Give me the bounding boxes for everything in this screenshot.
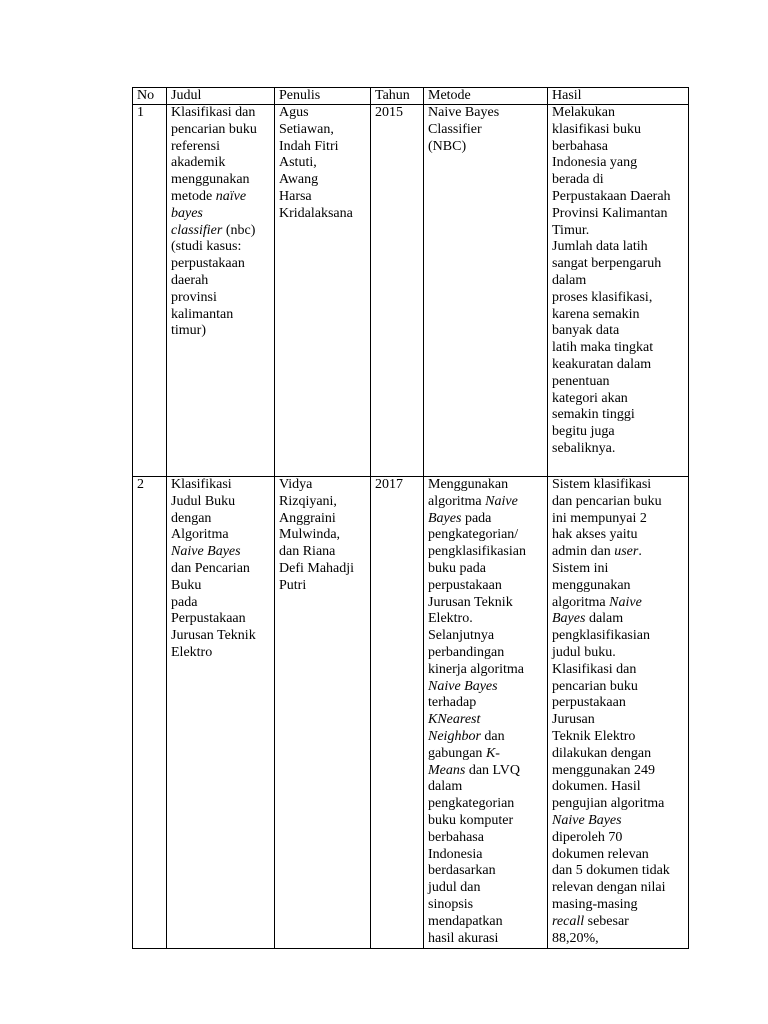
text: Indonesia yang (552, 155, 638, 171)
cell-penulis (275, 477, 371, 949)
text: timur) (171, 323, 206, 339)
text: buku komputer (428, 812, 514, 828)
cell-text-line (279, 511, 367, 528)
text: Elektro. (428, 611, 473, 627)
text: dan Pencarian (171, 560, 250, 576)
table-row (133, 477, 689, 949)
text: daerah (171, 272, 209, 288)
text: Klasifikasi (171, 477, 232, 492)
text: proses klasifikasi, (552, 289, 653, 305)
cell-text-line (552, 340, 685, 357)
text: kategori akan (552, 390, 628, 406)
cell-text-line (428, 763, 544, 780)
text: judul buku. (552, 644, 616, 660)
cell-text-line (428, 494, 544, 511)
cell-text-line (428, 511, 544, 528)
cell-text-line (428, 122, 544, 139)
text: Astuti, (279, 155, 317, 171)
cell-text-line (428, 830, 544, 847)
text: Awang (279, 172, 319, 188)
cell-text-line (552, 273, 685, 290)
cell-text-line (552, 441, 685, 458)
text: dalam (585, 611, 624, 627)
text: karena semakin (552, 306, 640, 322)
cell-text-line (552, 763, 685, 780)
cell-text-line (428, 712, 544, 729)
cell-text-line (171, 477, 271, 494)
text: menggunakan (171, 172, 250, 188)
cell-text-line (428, 679, 544, 696)
text: dan LVQ (465, 762, 521, 778)
cell-no: 1 (133, 105, 167, 477)
cell-text-line (552, 206, 685, 223)
text: Sistem ini (552, 560, 609, 576)
text: perpustakaan (552, 695, 626, 711)
cell-text-line (428, 897, 544, 914)
text: Perpustakaan (171, 611, 246, 627)
text: perpustakaan (171, 256, 245, 272)
cell-text-line (428, 863, 544, 880)
header-no: No (133, 88, 167, 105)
table-header-row (133, 88, 689, 105)
cell-text-line (552, 307, 685, 324)
text: judul dan (428, 880, 481, 896)
cell-text-line (428, 645, 544, 662)
cell-text-line (428, 611, 544, 628)
text: Putri (279, 577, 307, 593)
text: pengujian algoritma (552, 796, 665, 812)
text: Vidya (279, 477, 313, 492)
text: pada (461, 510, 492, 526)
text: Classifier (428, 121, 482, 137)
cell-text-line (552, 729, 685, 746)
header-judul: Judul (167, 88, 275, 105)
text: hasil akurasi (428, 930, 499, 946)
cell-text-line (279, 155, 367, 172)
literature-table (132, 87, 689, 949)
text: admin dan (552, 544, 615, 560)
cell-text-line (428, 595, 544, 612)
cell-text-line (279, 561, 367, 578)
text: dan 5 dokumen tidak (552, 863, 670, 879)
cell-text-line (552, 830, 685, 847)
cell-text-line (279, 544, 367, 561)
cell-text-line (552, 122, 685, 139)
cell-text-line (552, 357, 685, 374)
cell-no: 2 (133, 477, 167, 949)
text: Rizqiyani, (279, 493, 337, 509)
cell-text-line (171, 544, 271, 561)
cell-text-line (552, 155, 685, 172)
cell-text-line (552, 391, 685, 408)
cell-text-line (171, 595, 271, 612)
text: algoritma (428, 493, 486, 509)
text: Timur. (552, 222, 590, 238)
cell-text-line (552, 595, 685, 612)
text: ini mempunyai 2 (552, 510, 647, 526)
table-row (133, 105, 689, 477)
header-metode: Metode (424, 88, 548, 105)
text: dokumen relevan (552, 846, 649, 862)
text: dan pencarian buku (552, 493, 662, 509)
italic-text: naïve (215, 188, 247, 204)
cell-text-line (171, 494, 271, 511)
cell-text-line (428, 527, 544, 544)
text: perpustakaan (428, 577, 502, 593)
cell-text-line (279, 477, 367, 494)
cell-text-line (552, 256, 685, 273)
cell-text-line (171, 256, 271, 273)
text: gabungan (428, 745, 486, 761)
text: Menggunakan (428, 477, 509, 492)
cell-text-line (552, 863, 685, 880)
text: Provinsi Kalimantan (552, 205, 668, 221)
cell-text-line (552, 494, 685, 511)
cell-tahun: 2017 (371, 477, 424, 949)
text: semakin tinggi (552, 407, 635, 423)
text: relevan dengan nilai (552, 880, 666, 896)
cell-text-line (171, 122, 271, 139)
cell-text-line (552, 679, 685, 696)
cell-text-line (428, 880, 544, 897)
cell-text-line (552, 712, 685, 729)
italic-text: Bayes (552, 611, 586, 627)
text: Buku (171, 577, 202, 593)
italic-text: Naive Bayes (171, 544, 241, 560)
cell-text-line (171, 511, 271, 528)
cell-hasil (548, 105, 689, 477)
text: begitu juga (552, 424, 615, 440)
text: keakuratan dalam (552, 356, 652, 372)
text: pengklasifikasian (428, 544, 526, 560)
text: masing-masing (552, 896, 638, 912)
cell-text-line (552, 374, 685, 391)
text: Teknik Elektro (552, 728, 636, 744)
text: mendapatkan (428, 913, 503, 929)
cell-text-line (428, 746, 544, 763)
cell-text-line (552, 779, 685, 796)
text: penentuan (552, 373, 610, 389)
text: (NBC) (428, 138, 467, 154)
cell-text-line (279, 578, 367, 595)
cell-text-line (552, 561, 685, 578)
cell-text-line (171, 239, 271, 256)
cell-text-line (171, 273, 271, 290)
cell-text-line (552, 611, 685, 628)
italic-text: Naive (609, 594, 642, 610)
cell-text-line (279, 527, 367, 544)
cell-text-line (552, 695, 685, 712)
cell-tahun: 2015 (371, 105, 424, 477)
text: Jurusan (552, 712, 595, 728)
text: dokumen. Hasil (552, 779, 641, 795)
italic-text: classifier (171, 222, 223, 238)
text: Elektro (171, 644, 213, 660)
text: sangat berpengaruh (552, 256, 662, 272)
cell-text-line (552, 931, 685, 948)
cell-text-line (552, 897, 685, 914)
text: Setiawan, (279, 121, 334, 137)
text: sebaliknya. (552, 440, 616, 456)
text: banyak data (552, 323, 620, 339)
text: 88,20%, (552, 930, 599, 946)
header-penulis: Penulis (275, 88, 371, 105)
cell-text-line (171, 189, 271, 206)
text: pengkategorian/ (428, 527, 519, 543)
text: dengan (171, 510, 212, 526)
text: menggunakan (552, 577, 631, 593)
cell-text-line (552, 880, 685, 897)
cell-text-line (552, 527, 685, 544)
text: algoritma (552, 594, 610, 610)
text: Kridalaksana (279, 205, 353, 221)
cell-text-line (171, 223, 271, 240)
cell-text-line (171, 172, 271, 189)
cell-text-line (552, 628, 685, 645)
text: sinopsis (428, 896, 474, 912)
text: dalam (428, 779, 463, 795)
cell-text-line (552, 662, 685, 679)
text: berada di (552, 172, 604, 188)
cell-metode (424, 105, 548, 477)
cell-text-line (279, 105, 367, 122)
italic-text: recall (552, 913, 585, 929)
text: referensi (171, 138, 220, 154)
text: Sistem klasifikasi (552, 477, 652, 492)
italic-text: KNearest (428, 712, 481, 728)
cell-text-line (428, 544, 544, 561)
header-hasil: Hasil (548, 88, 689, 105)
cell-text-line (171, 290, 271, 307)
cell-text-line (171, 611, 271, 628)
cell-text-line (428, 914, 544, 931)
cell-text-line (279, 139, 367, 156)
cell-text-line (552, 645, 685, 662)
text: menggunakan 249 (552, 762, 656, 778)
text: Naive Bayes (428, 105, 500, 120)
italic-text: bayes (171, 205, 203, 221)
text: Melakukan (552, 105, 615, 120)
text: Jumlah data latih (552, 239, 648, 255)
cell-text-line (552, 290, 685, 307)
text: pengkategorian (428, 796, 515, 812)
cell-text-line (279, 172, 367, 189)
cell-text-line (428, 662, 544, 679)
cell-text-line (428, 847, 544, 864)
cell-text-line (428, 105, 544, 122)
italic-text: Means (428, 762, 466, 778)
cell-text-line (552, 847, 685, 864)
cell-text-line (552, 477, 685, 494)
cell-text-line (552, 511, 685, 528)
cell-text-line (171, 307, 271, 324)
text: Anggraini (279, 510, 336, 526)
text: berbahasa (552, 138, 608, 154)
cell-text-line (171, 561, 271, 578)
text: berdasarkan (428, 863, 496, 879)
italic-text: Naive Bayes (552, 812, 622, 828)
text: latih maka tingkat (552, 340, 654, 356)
italic-text: Naive Bayes (428, 678, 498, 694)
italic-text: Neighbor (428, 728, 481, 744)
cell-judul (167, 105, 275, 477)
cell-text-line (428, 561, 544, 578)
cell-text-line (552, 172, 685, 189)
cell-text-line (552, 796, 685, 813)
cell-text-line (552, 189, 685, 206)
text: pencarian buku (171, 121, 257, 137)
text: dalam (552, 272, 587, 288)
text: (nbc) (222, 222, 256, 238)
cell-text-line (552, 105, 685, 122)
text: Selanjutnya (428, 628, 495, 644)
text: Defi Mahadji (279, 560, 355, 576)
text: Harsa (279, 188, 312, 204)
cell-text-line (171, 105, 271, 122)
text: . (638, 544, 642, 560)
cell-text-line (428, 578, 544, 595)
cell-text-line (552, 239, 685, 256)
italic-text: user (614, 544, 639, 560)
cell-text-line (171, 527, 271, 544)
text: sebesar (584, 913, 629, 929)
text: provinsi (171, 289, 217, 305)
text: Jurusan Teknik (171, 628, 256, 644)
cell-text-line (171, 139, 271, 156)
cell-text-line (171, 628, 271, 645)
cell-text-line (428, 931, 544, 948)
text: Jurusan Teknik (428, 594, 513, 610)
cell-text-line (552, 813, 685, 830)
cell-text-line (279, 122, 367, 139)
cell-text-line (552, 323, 685, 340)
cell-text-line (171, 206, 271, 223)
cell-text-line (552, 746, 685, 763)
text: Indah Fitri (279, 138, 339, 154)
cell-text-line (171, 578, 271, 595)
text: dan Riana (279, 544, 336, 560)
text: dilakukan dengan (552, 745, 652, 761)
text: Algoritma (171, 527, 229, 543)
cell-text-line (279, 494, 367, 511)
text: perbandingan (428, 644, 505, 660)
text: berbahasa (428, 829, 484, 845)
cell-hasil (548, 477, 689, 949)
cell-text-line (428, 695, 544, 712)
cell-text-line (428, 729, 544, 746)
cell-text-line (552, 578, 685, 595)
cell-text-line (279, 189, 367, 206)
italic-text: Bayes (428, 510, 462, 526)
cell-metode (424, 477, 548, 949)
cell-text-line (552, 424, 685, 441)
text: klasifikasi buku (552, 121, 642, 137)
header-tahun: Tahun (371, 88, 424, 105)
text: pada (171, 594, 198, 610)
cell-text-line (428, 779, 544, 796)
cell-text-line (552, 407, 685, 424)
text: Klasifikasi dan (171, 105, 256, 120)
text: diperoleh 70 (552, 829, 623, 845)
text: kalimantan (171, 306, 234, 322)
text: Klasifikasi dan (552, 661, 637, 677)
text: hak akses yaitu (552, 527, 638, 543)
cell-text-line (428, 477, 544, 494)
cell-text-line (428, 796, 544, 813)
text: Judul Buku (171, 493, 236, 509)
italic-text: K- (485, 745, 500, 761)
cell-text-line (552, 544, 685, 561)
text: (studi kasus: (171, 239, 242, 255)
text: Perpustakaan Daerah (552, 188, 671, 204)
cell-penulis (275, 105, 371, 477)
text: kinerja algoritma (428, 661, 525, 677)
italic-text: Naive (485, 493, 518, 509)
text: pengklasifikasian (552, 628, 650, 644)
cell-text-line (428, 139, 544, 156)
text: akademik (171, 155, 226, 171)
cell-text-line (279, 206, 367, 223)
cell-judul (167, 477, 275, 949)
cell-text-line (171, 323, 271, 340)
text: Mulwinda, (279, 527, 341, 543)
cell-text-line (552, 223, 685, 240)
cell-text-line (552, 914, 685, 931)
text: buku pada (428, 560, 486, 576)
text: pencarian buku (552, 678, 638, 694)
text: terhadap (428, 695, 477, 711)
cell-text-line (552, 139, 685, 156)
text: dan (480, 728, 505, 744)
cell-text-line (428, 813, 544, 830)
cell-text-line (171, 645, 271, 662)
text: metode (171, 188, 216, 204)
cell-text-line (171, 155, 271, 172)
text: Indonesia (428, 846, 483, 862)
text: Agus (279, 105, 309, 120)
cell-text-line (428, 628, 544, 645)
